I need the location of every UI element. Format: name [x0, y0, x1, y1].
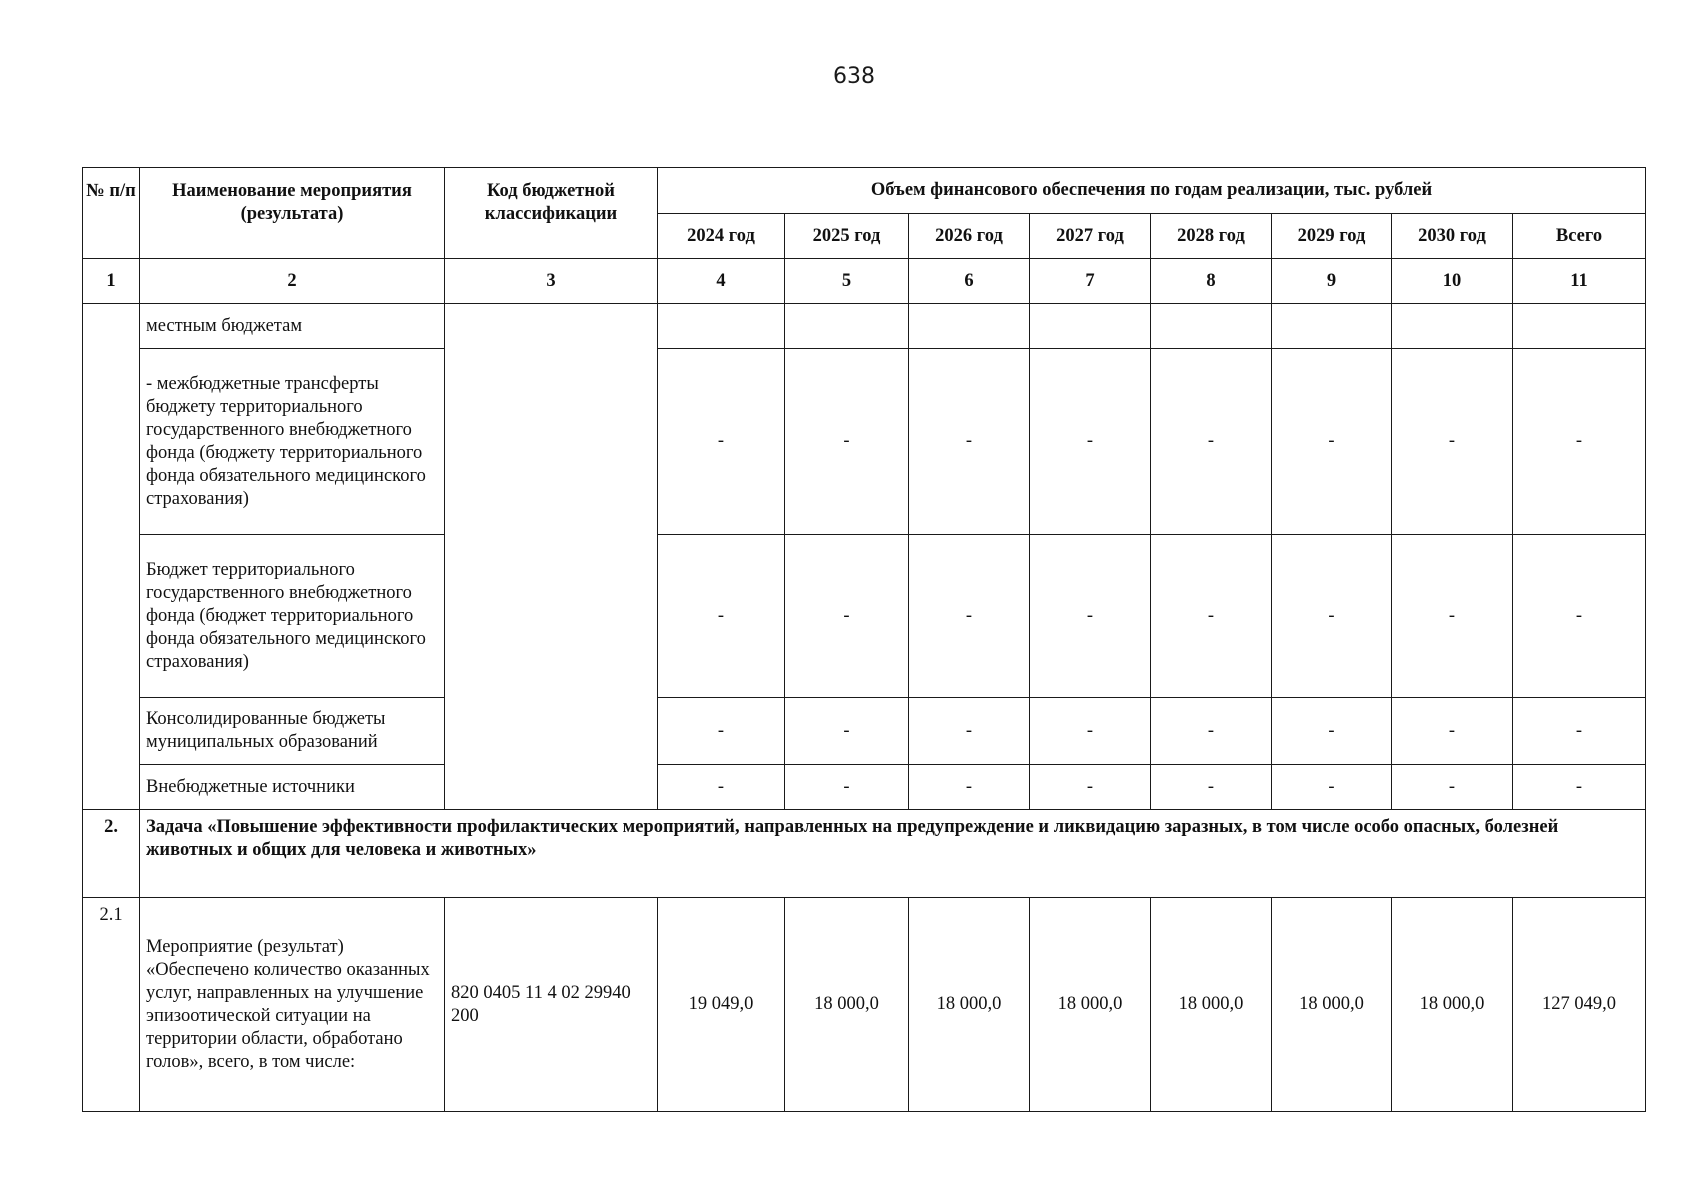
row-value: - — [658, 349, 785, 535]
row-value — [1513, 304, 1646, 349]
header-year: 2027 год — [1030, 214, 1151, 259]
row-value — [785, 304, 909, 349]
column-number: 2 — [140, 259, 445, 304]
row-value: - — [1030, 349, 1151, 535]
row-name: Внебюджетные источники — [140, 765, 445, 810]
row-value: - — [909, 535, 1030, 698]
row-value: - — [1392, 349, 1513, 535]
column-number: 7 — [1030, 259, 1151, 304]
column-number: 3 — [445, 259, 658, 304]
row-value: - — [658, 698, 785, 765]
row-value: - — [785, 349, 909, 535]
measure-value: 18 000,0 — [1030, 898, 1151, 1112]
header-year: 2029 год — [1272, 214, 1392, 259]
row-value: - — [1030, 765, 1151, 810]
row-name: Консолидированные бюджеты муниципальных образований — [140, 698, 445, 765]
measure-row — [83, 898, 1646, 1112]
row-value: - — [1513, 765, 1646, 810]
row-value: - — [658, 535, 785, 698]
row-value: - — [1392, 535, 1513, 698]
row-value: - — [785, 535, 909, 698]
measure-value: 18 000,0 — [1392, 898, 1513, 1112]
measure-code: 820 0405 11 4 02 29940 200 — [445, 898, 658, 1112]
column-number: 4 — [658, 259, 785, 304]
column-number: 6 — [909, 259, 1030, 304]
header-year: 2028 год — [1151, 214, 1272, 259]
row-value: - — [1030, 535, 1151, 698]
row-value: - — [1272, 349, 1392, 535]
row-value: - — [909, 765, 1030, 810]
row-value: - — [1272, 535, 1392, 698]
header-year: 2030 год — [1392, 214, 1513, 259]
column-number: 10 — [1392, 259, 1513, 304]
header-volume: Объем финансового обеспечения по годам реализации, тыс. рублей — [658, 168, 1646, 214]
row-value: - — [1151, 349, 1272, 535]
measure-value: 18 000,0 — [1151, 898, 1272, 1112]
row-name: - межбюджетные трансферты бюджету территориального государственного внебюджетного фонда (бюджету территориального фонда обязательного медицинского страхования) — [140, 349, 445, 535]
header-num: № п/п — [83, 168, 140, 259]
budget-table — [82, 167, 1646, 1112]
row-value — [658, 304, 785, 349]
measure-value: 18 000,0 — [909, 898, 1030, 1112]
column-number: 9 — [1272, 259, 1392, 304]
header-name: Наименование мероприятия (результата) — [140, 168, 445, 259]
row-value: - — [909, 349, 1030, 535]
row-value: - — [785, 698, 909, 765]
row-value: - — [1151, 535, 1272, 698]
task-text: Задача «Повышение эффективности профилактических мероприятий, направленных на предупреждение и ликвидацию заразных, в том числе особо опасных, болезней животных и общих для человека и животных» — [140, 810, 1646, 898]
row-value — [1272, 304, 1392, 349]
table-row — [83, 304, 1646, 349]
row-value: - — [1513, 535, 1646, 698]
row-name: Бюджет территориального государственного внебюджетного фонда (бюджет территориального фонда обязательного медицинского страхования) — [140, 535, 445, 698]
row-value: - — [1513, 349, 1646, 535]
header-code: Код бюджетной классификации — [445, 168, 658, 259]
row-name: местным бюджетам — [140, 304, 445, 349]
table-row — [83, 765, 1646, 810]
row-value: - — [1030, 698, 1151, 765]
column-number: 5 — [785, 259, 909, 304]
row-value: - — [1513, 698, 1646, 765]
row-value: - — [658, 765, 785, 810]
row-value: - — [1151, 698, 1272, 765]
header-row — [83, 168, 1646, 214]
header-total: Всего — [1513, 214, 1646, 259]
row-value: - — [909, 698, 1030, 765]
row-value: - — [1392, 765, 1513, 810]
measure-total: 127 049,0 — [1513, 898, 1646, 1112]
measure-value: 18 000,0 — [1272, 898, 1392, 1112]
row-value — [1151, 304, 1272, 349]
measure-value: 18 000,0 — [785, 898, 909, 1112]
header-year: 2026 год — [909, 214, 1030, 259]
column-numbers-row — [83, 259, 1646, 304]
task-index: 2. — [83, 810, 140, 898]
row-value — [1030, 304, 1151, 349]
row-code-cell — [445, 304, 658, 810]
row-index-cell — [83, 304, 140, 810]
row-value: - — [1272, 765, 1392, 810]
row-value: - — [1272, 698, 1392, 765]
row-value — [909, 304, 1030, 349]
row-value: - — [785, 765, 909, 810]
measure-name: Мероприятие (результат) «Обеспечено количество оказанных услуг, направленных на улучшение эпизоотической ситуации на территории области, обработано голов», всего, в том числе: — [140, 898, 445, 1112]
task-row — [83, 810, 1646, 898]
row-value — [1392, 304, 1513, 349]
header-year: 2024 год — [658, 214, 785, 259]
table-row — [83, 535, 1646, 698]
row-value: - — [1151, 765, 1272, 810]
page-number: 638 — [833, 64, 875, 89]
column-number: 11 — [1513, 259, 1646, 304]
table-row — [83, 698, 1646, 765]
column-number: 8 — [1151, 259, 1272, 304]
header-year: 2025 год — [785, 214, 909, 259]
column-number: 1 — [83, 259, 140, 304]
table-row — [83, 349, 1646, 535]
row-value: - — [1392, 698, 1513, 765]
measure-index: 2.1 — [83, 898, 140, 1112]
measure-value: 19 049,0 — [658, 898, 785, 1112]
